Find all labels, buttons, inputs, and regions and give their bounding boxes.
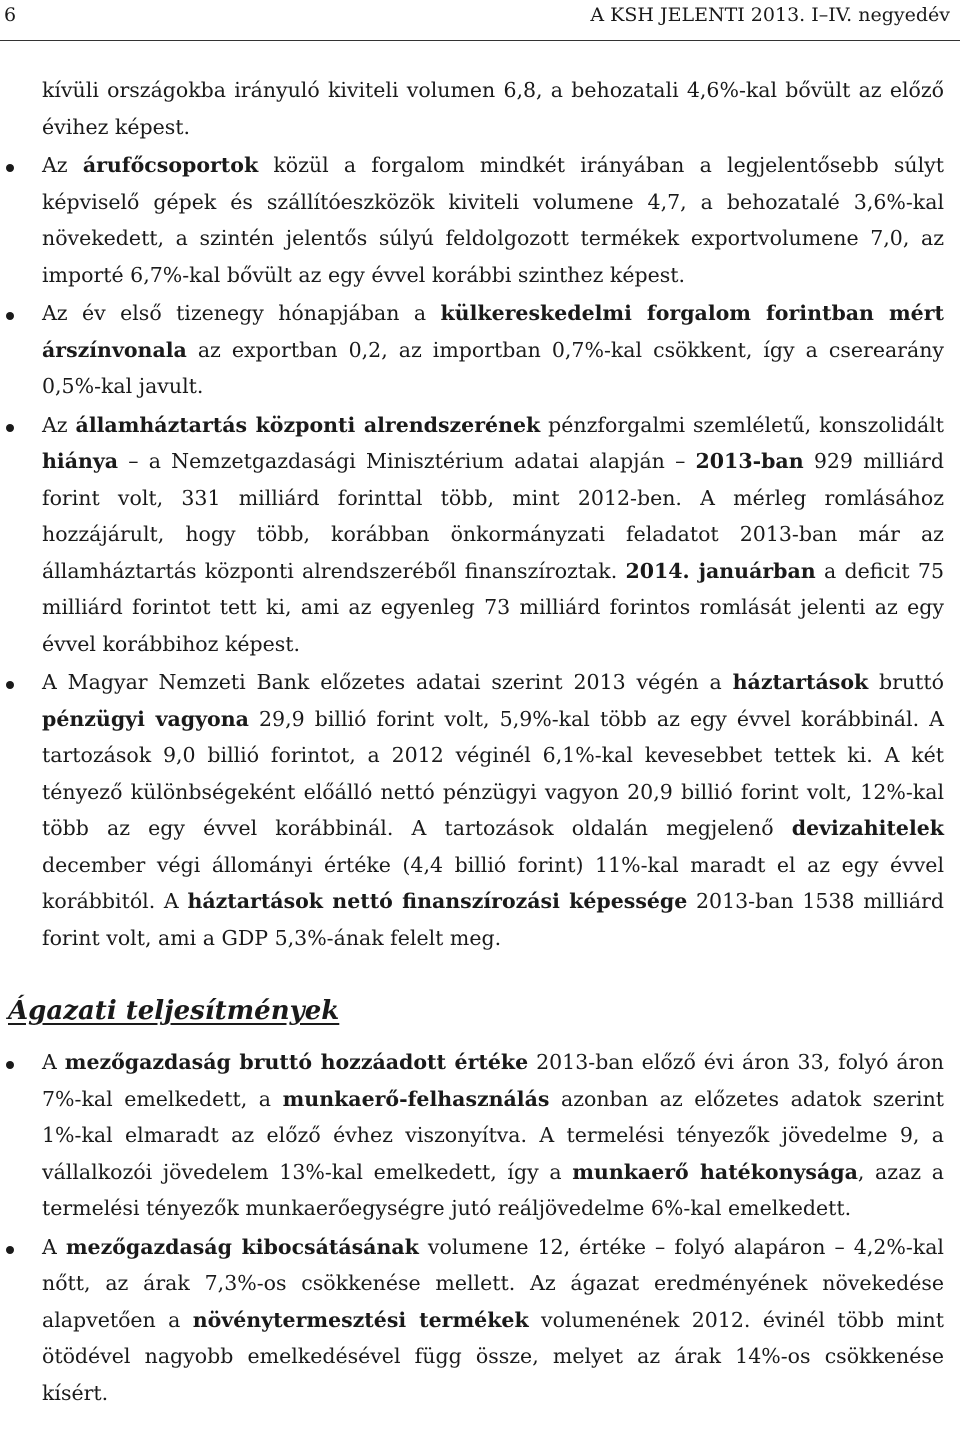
- paragraph: A Magyar Nemzeti Bank előzetes adatai szerint 2013 végén a háztartások bruttó pénzügyi vagyona 29,9 billió forint volt, 5,9%-kal több az egy évvel korábbinál. A tartozások 9,0 billió forintot, a 2012 véginél 6,1%-kal kevesebbet tettek ki. A két tényező különbségeként előálló nettó pénzügyi vagyon 20,9 billió forint volt, 12%-kal több az egy évvel korábbinál. A tartozások oldalán megjelenő devizahitelek december végi állományi értéke (4,4 billió forint) 11%-kal maradt el az egy évvel korábbitól. A háztartások nettó finanszírozási képessége 2013-ban 1538 milliárd forint volt, ami a GDP 5,3%-ának felelt meg.: [42, 670, 945, 950]
- bullet-icon: [6, 312, 14, 320]
- list-item: [0, 1044, 960, 1227]
- paragraph: A mezőgazdaság bruttó hozzáadott értéke 2013-ban előző évi áron 33, folyó áron 7%-kal emelkedett, a munkaerő-felhasználás azonban az előzetes adatok szerint 1%-kal elmaradt az előző évhez viszonyítva. A termelési tényezők jövedelme 9, a vállalkozói jövedelem 13%-kal emelkedett, így a munkaerő hatékonysága, azaz a termelési tényezők munkaerőegységre jutó reáljövedelme 6%-kal emelkedett.: [42, 1050, 945, 1220]
- list-item: [0, 664, 960, 956]
- intro-paragraph: kívüli országokba irányuló kiviteli volumen 6,8, a behozatali 4,6%-kal bővült az előző évihez képest.: [42, 78, 944, 139]
- section-heading: Ágazati teljesítmények: [8, 996, 340, 1026]
- bullet-icon: [6, 164, 14, 172]
- page-header: [0, 0, 960, 41]
- paragraph: Az árufőcsoportok közül a forgalom mindkét irányában a legjelentősebb súlyt képviselő gépek és szállítóeszközök kiviteli volumene 4,7, a behozatalé 3,6%-kal növekedett, a szintén jelentős súlyú feldolgozott termékek exportvolumene 7,0, az importé 6,7%-kal bővült az egy évvel korábbi szinthez képest.: [42, 153, 944, 287]
- page-number: 6: [4, 4, 17, 26]
- bullet-icon: [6, 681, 14, 689]
- paragraph: Az év első tizenegy hónapjában a külkereskedelmi forgalom forintban mért árszínvonala az exportban 0,2, az importban 0,7%-kal csökkent, így a cserearány 0,5%-kal javult.: [42, 301, 944, 398]
- running-title: A KSH JELENTI 2013. I–IV. negyedév: [590, 4, 950, 26]
- page-body: [0, 72, 960, 1411]
- paragraph: A mezőgazdaság kibocsátásának volumene 12, értéke – folyó alapáron – 4,2%-kal nőtt, az árak 7,3%-os csökkenése mellett. Az ágazat eredményének növekedése alapvetően a növénytermesztési termékek volumenének 2012. évinél több mint ötödével nagyobb emelkedésével függ össze, melyet az árak 14%-os csökkenése kísért.: [42, 1234, 944, 1405]
- list-item: [0, 147, 960, 293]
- bullet-icon: [6, 424, 14, 432]
- list-item: [0, 295, 960, 405]
- paragraph: Az államháztartás központi alrendszerének pénzforgalmi szemléletű, konszolidált hiánya – a Nemzetgazdasági Minisztérium adatai alapján – 2013-ban 929 milliárd forint volt, 331 milliárd forinttal több, mint 2012-ben. A mérleg romlásához hozzájárult, hogy több, korábban önkormányzati feladatot 2013-ban már az államháztartás központi alrendszeréből finanszíroztak. 2014. januárban a deficit 75 milliárd forintot tett ki, ami az egyenleg 73 milliárd forintos romlását jelenti az egy évvel korábbihoz képest.: [42, 412, 945, 656]
- list-item: [0, 1229, 960, 1412]
- list-item: [0, 407, 960, 663]
- bullet-icon: [6, 1246, 14, 1254]
- bullet-icon: [6, 1061, 14, 1069]
